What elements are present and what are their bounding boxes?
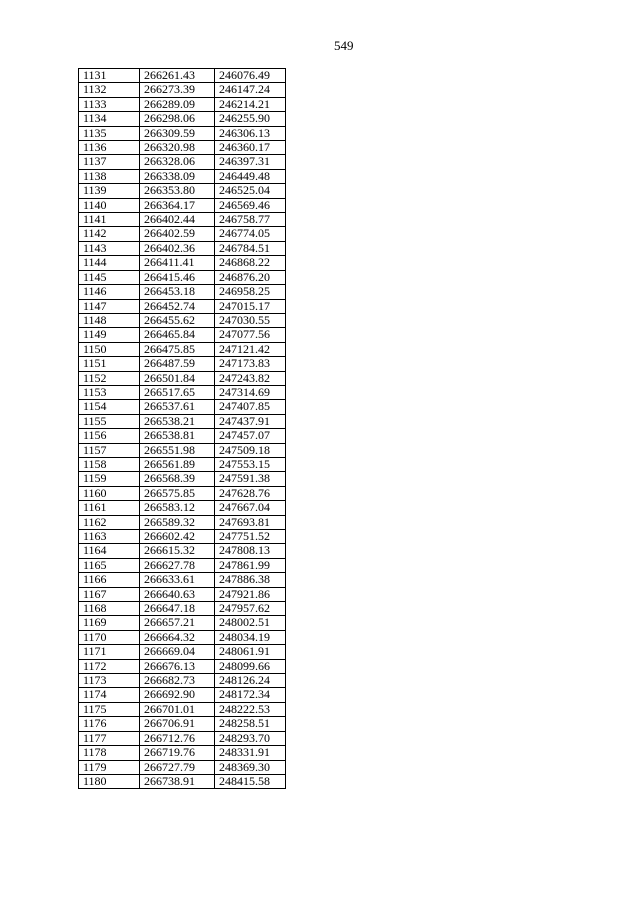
y-coordinate-cell: 247437.91 <box>215 414 286 428</box>
table-row <box>79 184 286 198</box>
x-coordinate-cell: 266669.04 <box>140 645 215 659</box>
point-number-cell: 1178 <box>79 746 140 760</box>
table-row <box>79 429 286 443</box>
y-coordinate-cell: 247121.42 <box>215 342 286 356</box>
table-row <box>79 169 286 183</box>
x-coordinate-cell: 266415.46 <box>140 270 215 284</box>
table-row <box>79 558 286 572</box>
x-coordinate-cell: 266402.59 <box>140 227 215 241</box>
table-row <box>79 457 286 471</box>
y-coordinate-cell: 247667.04 <box>215 501 286 515</box>
table-row <box>79 774 286 788</box>
table-row <box>79 313 286 327</box>
x-coordinate-cell: 266320.98 <box>140 141 215 155</box>
point-number-cell: 1144 <box>79 256 140 270</box>
table-row <box>79 702 286 716</box>
x-coordinate-cell: 266338.09 <box>140 169 215 183</box>
y-coordinate-cell: 246306.13 <box>215 126 286 140</box>
table-row <box>79 126 286 140</box>
y-coordinate-cell: 248222.53 <box>215 702 286 716</box>
point-number-cell: 1157 <box>79 443 140 457</box>
table-row <box>79 746 286 760</box>
y-coordinate-cell: 248172.34 <box>215 688 286 702</box>
point-number-cell: 1179 <box>79 760 140 774</box>
x-coordinate-cell: 266455.62 <box>140 313 215 327</box>
x-coordinate-cell: 266627.78 <box>140 558 215 572</box>
point-number-cell: 1161 <box>79 501 140 515</box>
point-number-cell: 1154 <box>79 400 140 414</box>
x-coordinate-cell: 266537.61 <box>140 400 215 414</box>
point-number-cell: 1133 <box>79 97 140 111</box>
y-coordinate-cell: 246076.49 <box>215 69 286 83</box>
y-coordinate-cell: 246449.48 <box>215 169 286 183</box>
y-coordinate-cell: 248331.91 <box>215 746 286 760</box>
table-row <box>79 731 286 745</box>
point-number-cell: 1132 <box>79 83 140 97</box>
x-coordinate-cell: 266589.32 <box>140 515 215 529</box>
point-number-cell: 1146 <box>79 285 140 299</box>
x-coordinate-cell: 266583.12 <box>140 501 215 515</box>
y-coordinate-cell: 247077.56 <box>215 328 286 342</box>
coordinates-table-body <box>79 69 286 789</box>
y-coordinate-cell: 247030.55 <box>215 313 286 327</box>
point-number-cell: 1140 <box>79 198 140 212</box>
x-coordinate-cell: 266692.90 <box>140 688 215 702</box>
table-row <box>79 371 286 385</box>
table-row <box>79 400 286 414</box>
x-coordinate-cell: 266706.91 <box>140 717 215 731</box>
y-coordinate-cell: 246774.05 <box>215 227 286 241</box>
y-coordinate-cell: 247015.17 <box>215 299 286 313</box>
point-number-cell: 1152 <box>79 371 140 385</box>
x-coordinate-cell: 266712.76 <box>140 731 215 745</box>
x-coordinate-cell: 266364.17 <box>140 198 215 212</box>
y-coordinate-cell: 248099.66 <box>215 659 286 673</box>
table-row <box>79 97 286 111</box>
table-row <box>79 688 286 702</box>
x-coordinate-cell: 266701.01 <box>140 702 215 716</box>
y-coordinate-cell: 247553.15 <box>215 457 286 471</box>
table-row <box>79 573 286 587</box>
y-coordinate-cell: 247751.52 <box>215 530 286 544</box>
table-row <box>79 414 286 428</box>
y-coordinate-cell: 247957.62 <box>215 602 286 616</box>
point-number-cell: 1159 <box>79 472 140 486</box>
y-coordinate-cell: 248293.70 <box>215 731 286 745</box>
table-row <box>79 385 286 399</box>
y-coordinate-cell: 246214.21 <box>215 97 286 111</box>
point-number-cell: 1143 <box>79 241 140 255</box>
x-coordinate-cell: 266501.84 <box>140 371 215 385</box>
table-row <box>79 69 286 83</box>
x-coordinate-cell: 266657.21 <box>140 616 215 630</box>
y-coordinate-cell: 247173.83 <box>215 357 286 371</box>
point-number-cell: 1155 <box>79 414 140 428</box>
x-coordinate-cell: 266261.43 <box>140 69 215 83</box>
table-row <box>79 645 286 659</box>
y-coordinate-cell: 247628.76 <box>215 486 286 500</box>
point-number-cell: 1138 <box>79 169 140 183</box>
y-coordinate-cell: 248002.51 <box>215 616 286 630</box>
y-coordinate-cell: 246876.20 <box>215 270 286 284</box>
y-coordinate-cell: 247509.18 <box>215 443 286 457</box>
x-coordinate-cell: 266575.85 <box>140 486 215 500</box>
x-coordinate-cell: 266602.42 <box>140 530 215 544</box>
x-coordinate-cell: 266633.61 <box>140 573 215 587</box>
point-number-cell: 1153 <box>79 385 140 399</box>
point-number-cell: 1147 <box>79 299 140 313</box>
point-number-cell: 1176 <box>79 717 140 731</box>
table-row <box>79 198 286 212</box>
point-number-cell: 1134 <box>79 112 140 126</box>
table-row <box>79 674 286 688</box>
x-coordinate-cell: 266517.65 <box>140 385 215 399</box>
y-coordinate-cell: 246147.24 <box>215 83 286 97</box>
x-coordinate-cell: 266551.98 <box>140 443 215 457</box>
table-row <box>79 285 286 299</box>
point-number-cell: 1162 <box>79 515 140 529</box>
x-coordinate-cell: 266615.32 <box>140 544 215 558</box>
table-row <box>79 83 286 97</box>
point-number-cell: 1167 <box>79 587 140 601</box>
table-row <box>79 472 286 486</box>
point-number-cell: 1135 <box>79 126 140 140</box>
y-coordinate-cell: 248126.24 <box>215 674 286 688</box>
x-coordinate-cell: 266719.76 <box>140 746 215 760</box>
point-number-cell: 1141 <box>79 213 140 227</box>
point-number-cell: 1173 <box>79 674 140 688</box>
table-row <box>79 630 286 644</box>
table-row <box>79 141 286 155</box>
x-coordinate-cell: 266682.73 <box>140 674 215 688</box>
table-row <box>79 241 286 255</box>
x-coordinate-cell: 266273.39 <box>140 83 215 97</box>
y-coordinate-cell: 248061.91 <box>215 645 286 659</box>
x-coordinate-cell: 266475.85 <box>140 342 215 356</box>
y-coordinate-cell: 246525.04 <box>215 184 286 198</box>
x-coordinate-cell: 266309.59 <box>140 126 215 140</box>
y-coordinate-cell: 247314.69 <box>215 385 286 399</box>
x-coordinate-cell: 266353.80 <box>140 184 215 198</box>
table-row <box>79 544 286 558</box>
point-number-cell: 1172 <box>79 659 140 673</box>
point-number-cell: 1160 <box>79 486 140 500</box>
x-coordinate-cell: 266664.32 <box>140 630 215 644</box>
table-row <box>79 270 286 284</box>
y-coordinate-cell: 247886.38 <box>215 573 286 587</box>
table-row <box>79 213 286 227</box>
table-row <box>79 530 286 544</box>
table-row <box>79 299 286 313</box>
x-coordinate-cell: 266289.09 <box>140 97 215 111</box>
y-coordinate-cell: 246255.90 <box>215 112 286 126</box>
x-coordinate-cell: 266727.79 <box>140 760 215 774</box>
y-coordinate-cell: 247591.38 <box>215 472 286 486</box>
y-coordinate-cell: 246958.25 <box>215 285 286 299</box>
point-number-cell: 1165 <box>79 558 140 572</box>
point-number-cell: 1149 <box>79 328 140 342</box>
x-coordinate-cell: 266487.59 <box>140 357 215 371</box>
x-coordinate-cell: 266676.13 <box>140 659 215 673</box>
point-number-cell: 1131 <box>79 69 140 83</box>
x-coordinate-cell: 266328.06 <box>140 155 215 169</box>
table-row <box>79 587 286 601</box>
table-row <box>79 501 286 515</box>
y-coordinate-cell: 246784.51 <box>215 241 286 255</box>
y-coordinate-cell: 246397.31 <box>215 155 286 169</box>
point-number-cell: 1137 <box>79 155 140 169</box>
y-coordinate-cell: 247921.86 <box>215 587 286 601</box>
table-row <box>79 256 286 270</box>
y-coordinate-cell: 248369.30 <box>215 760 286 774</box>
point-number-cell: 1168 <box>79 602 140 616</box>
y-coordinate-cell: 247457.07 <box>215 429 286 443</box>
x-coordinate-cell: 266411.41 <box>140 256 215 270</box>
x-coordinate-cell: 266453.18 <box>140 285 215 299</box>
y-coordinate-cell: 248034.19 <box>215 630 286 644</box>
table-row <box>79 486 286 500</box>
table-row <box>79 443 286 457</box>
table-row <box>79 760 286 774</box>
table-row <box>79 659 286 673</box>
x-coordinate-cell: 266402.36 <box>140 241 215 255</box>
point-number-cell: 1158 <box>79 457 140 471</box>
table-row <box>79 602 286 616</box>
table-row <box>79 515 286 529</box>
y-coordinate-cell: 248415.58 <box>215 774 286 788</box>
y-coordinate-cell: 247808.13 <box>215 544 286 558</box>
point-number-cell: 1136 <box>79 141 140 155</box>
x-coordinate-cell: 266640.63 <box>140 587 215 601</box>
point-number-cell: 1163 <box>79 530 140 544</box>
table-row <box>79 717 286 731</box>
y-coordinate-cell: 246569.46 <box>215 198 286 212</box>
x-coordinate-cell: 266402.44 <box>140 213 215 227</box>
y-coordinate-cell: 246758.77 <box>215 213 286 227</box>
point-number-cell: 1145 <box>79 270 140 284</box>
table-row <box>79 342 286 356</box>
coordinates-table <box>78 68 286 789</box>
x-coordinate-cell: 266538.21 <box>140 414 215 428</box>
point-number-cell: 1180 <box>79 774 140 788</box>
y-coordinate-cell: 246360.17 <box>215 141 286 155</box>
table-row <box>79 616 286 630</box>
point-number-cell: 1139 <box>79 184 140 198</box>
x-coordinate-cell: 266298.06 <box>140 112 215 126</box>
table-row <box>79 112 286 126</box>
point-number-cell: 1175 <box>79 702 140 716</box>
y-coordinate-cell: 248258.51 <box>215 717 286 731</box>
point-number-cell: 1148 <box>79 313 140 327</box>
page-number: 549 <box>334 38 354 53</box>
point-number-cell: 1164 <box>79 544 140 558</box>
y-coordinate-cell: 247407.85 <box>215 400 286 414</box>
x-coordinate-cell: 266568.39 <box>140 472 215 486</box>
point-number-cell: 1170 <box>79 630 140 644</box>
x-coordinate-cell: 266738.91 <box>140 774 215 788</box>
point-number-cell: 1174 <box>79 688 140 702</box>
point-number-cell: 1169 <box>79 616 140 630</box>
x-coordinate-cell: 266647.18 <box>140 602 215 616</box>
table-row <box>79 357 286 371</box>
point-number-cell: 1150 <box>79 342 140 356</box>
x-coordinate-cell: 266538.81 <box>140 429 215 443</box>
table-row <box>79 328 286 342</box>
y-coordinate-cell: 247693.81 <box>215 515 286 529</box>
y-coordinate-cell: 246868.22 <box>215 256 286 270</box>
point-number-cell: 1156 <box>79 429 140 443</box>
y-coordinate-cell: 247861.99 <box>215 558 286 572</box>
x-coordinate-cell: 266561.89 <box>140 457 215 471</box>
x-coordinate-cell: 266465.84 <box>140 328 215 342</box>
point-number-cell: 1177 <box>79 731 140 745</box>
point-number-cell: 1171 <box>79 645 140 659</box>
table-row <box>79 155 286 169</box>
y-coordinate-cell: 247243.82 <box>215 371 286 385</box>
point-number-cell: 1166 <box>79 573 140 587</box>
table-row <box>79 227 286 241</box>
x-coordinate-cell: 266452.74 <box>140 299 215 313</box>
point-number-cell: 1151 <box>79 357 140 371</box>
point-number-cell: 1142 <box>79 227 140 241</box>
